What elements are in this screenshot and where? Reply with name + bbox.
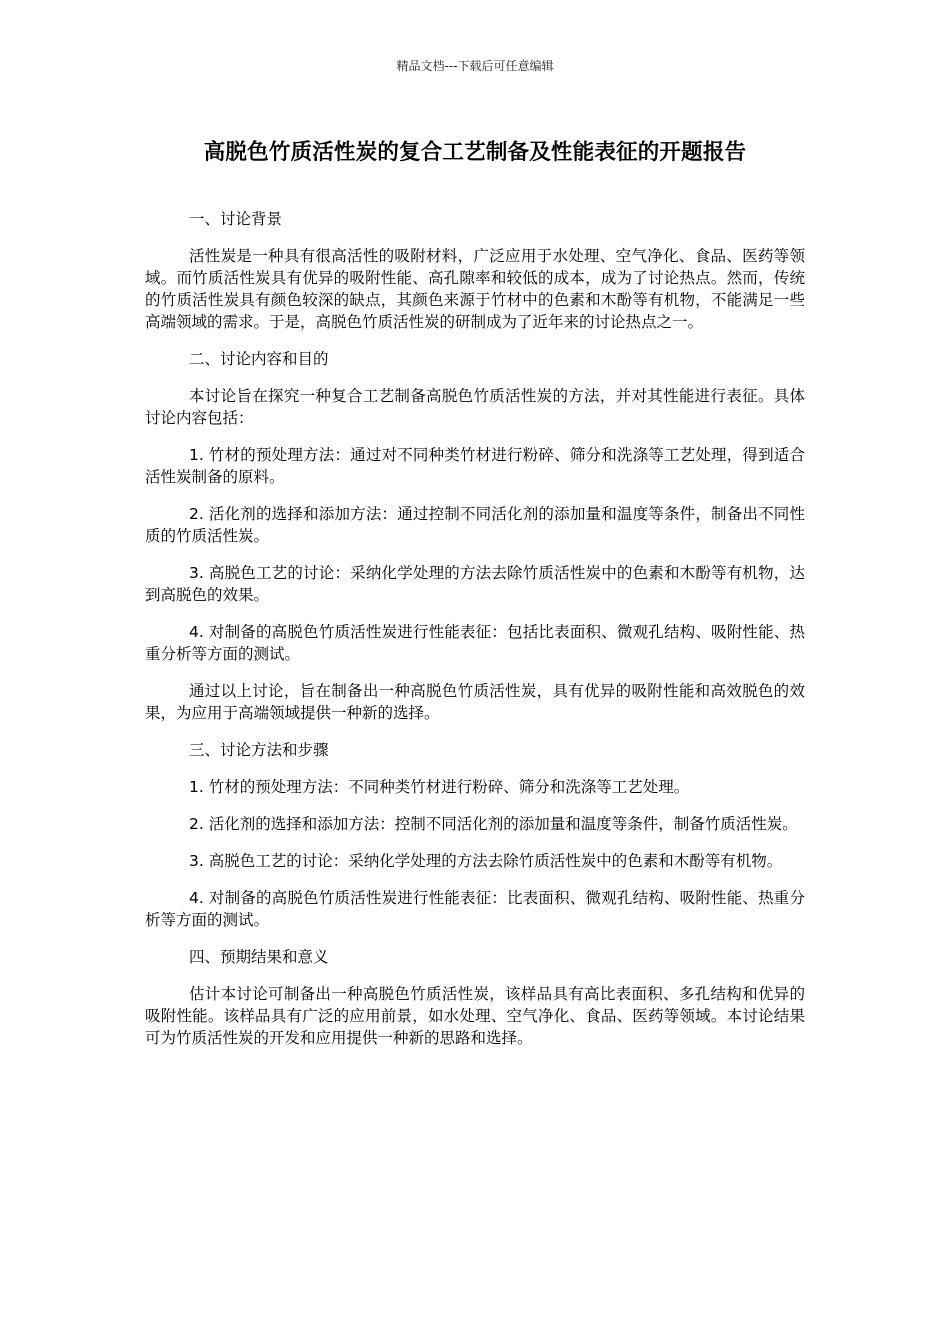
section-2-item-2: 2. 活化剂的选择和添加方法：通过控制不同活化剂的添加量和温度等条件，制备出不同性质的竹质活性炭。 (145, 505, 805, 545)
section-4-heading: 四、预期结果和意义 (189, 948, 329, 966)
section-2-summary: 通过以上讨论，旨在制备出一种高脱色竹质活性炭，具有优异的吸附性能和高效脱色的效果，为应用于高端领域提供一种新的选择。 (145, 682, 805, 722)
section-2-heading: 二、讨论内容和目的 (189, 350, 329, 368)
section-1-heading: 一、讨论背景 (189, 210, 283, 228)
section-4-paragraph: 估计本讨论可制备出一种高脱色竹质活性炭，该样品具有高比表面积、多孔结构和优异的吸附性能。该样品具有广泛的应用前景，如水处理、空气净化、食品、医药等领域。本讨论结果可为竹质活性炭的开发和应用提供一种新的思路和选择。 (145, 985, 805, 1047)
document-body (145, 208, 805, 1064)
section-2-item-1: 1. 竹材的预处理方法：通过对不同种类竹材进行粉碎、筛分和洗涤等工艺处理，得到适合活性炭制备的原料。 (145, 446, 805, 486)
section-3-item-3: 3. 高脱色工艺的讨论：采纳化学处理的方法去除竹质活性炭中的色素和木酚等有机物。 (189, 852, 783, 870)
section-3-item-2: 2. 活化剂的选择和添加方法：控制不同活化剂的添加量和温度等条件，制备竹质活性炭。 (189, 815, 798, 833)
section-3-heading: 三、讨论方法和步骤 (189, 741, 329, 759)
section-2-item-4: 4. 对制备的高脱色竹质活性炭进行性能表征：包括比表面积、微观孔结构、吸附性能、热重分析等方面的测试。 (145, 623, 805, 663)
section-1-paragraph: 活性炭是一种具有很高活性的吸附材料，广泛应用于水处理、空气净化、食品、医药等领域。而竹质活性炭具有优异的吸附性能、高孔隙率和较低的成本，成为了讨论热点。然而，传统的竹质活性炭具有颜色较深的缺点，其颜色来源于竹材中的色素和木酚等有机物，不能满足一些高端领域的需求。于是，高脱色竹质活性炭的研制成为了近年来的讨论热点之一。 (145, 247, 805, 331)
section-3-item-1: 1. 竹材的预处理方法：不同种类竹材进行粉碎、筛分和洗涤等工艺处理。 (189, 778, 690, 796)
section-3-item-4: 4. 对制备的高脱色竹质活性炭进行性能表征：比表面积、微观孔结构、吸附性能、热重分析等方面的测试。 (145, 889, 805, 929)
page-header-note: 精品文档---下载后可任意编辑 (396, 59, 554, 73)
section-2-intro: 本讨论旨在探究一种复合工艺制备高脱色竹质活性炭的方法，并对其性能进行表征。具体讨论内容包括： (145, 387, 805, 427)
document-title: 高脱色竹质活性炭的复合工艺制备及性能表征的开题报告 (203, 140, 747, 165)
section-2-item-3: 3. 高脱色工艺的讨论：采纳化学处理的方法去除竹质活性炭中的色素和木酚等有机物，达到高脱色的效果。 (145, 564, 805, 604)
